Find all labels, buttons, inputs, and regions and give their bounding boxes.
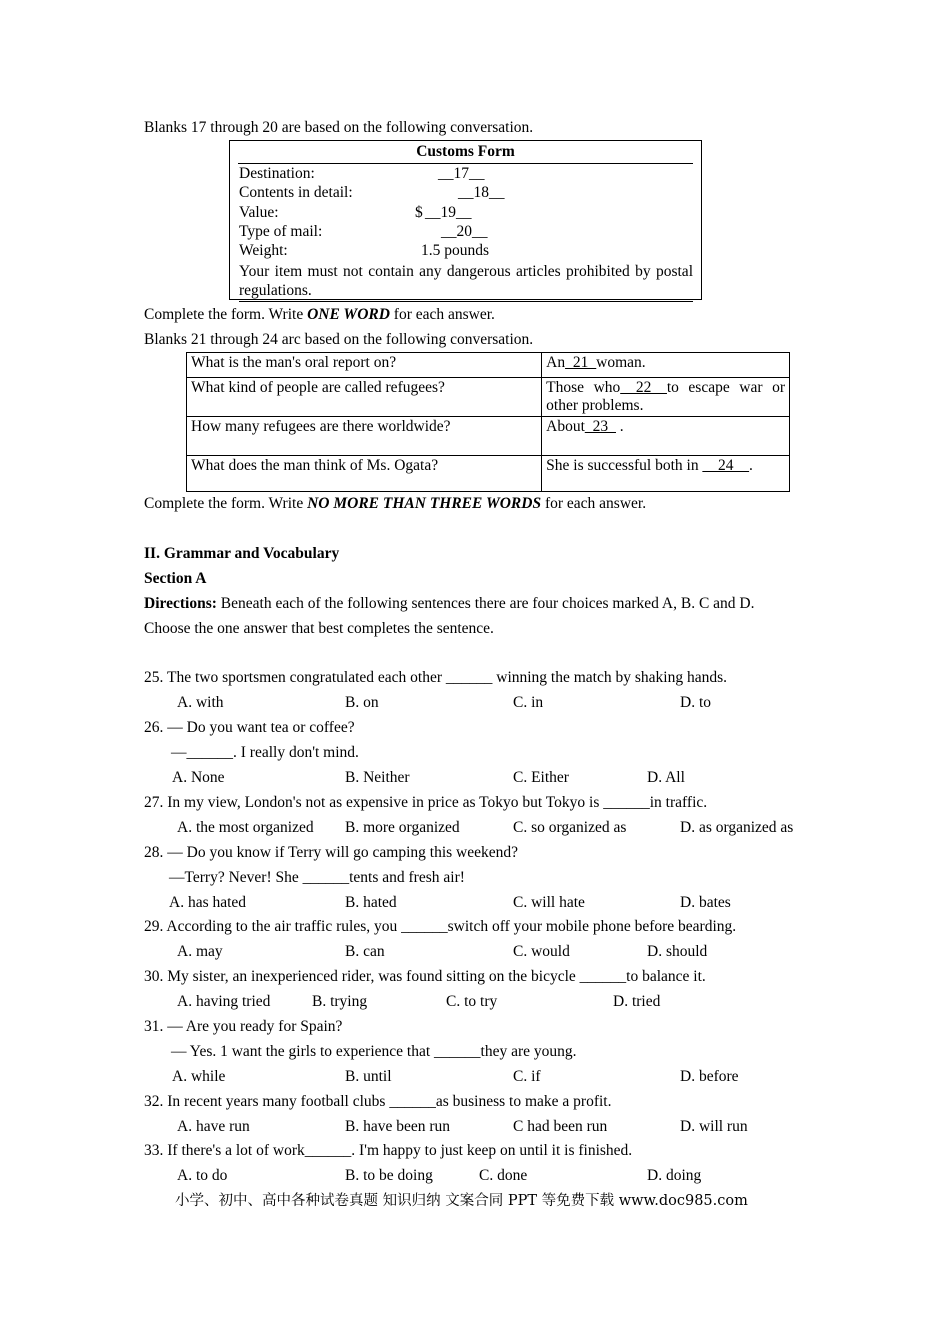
question-32: 32. In recent years many football clubs ______as business to make a profit. [144,1093,612,1110]
instruction-emphasis: NO MORE THAN THREE WORDS [307,495,542,512]
option: B. trying [312,993,368,1010]
footer-ad: 小学、初中、高中各种试卷真题 知识归纳 文案合同 PPT 等免费下载 www.doc985.com [175,1193,748,1209]
refugee-table [186,352,790,492]
instruction-three-words [144,495,646,513]
customs-note: Your item must not contain any dangerous articles prohibited by postal regulations. [239,262,693,302]
question-cell: What kind of people are called refugees? [187,378,542,417]
question-cell: What does the man think of Ms. Ogata? [187,456,542,492]
answer-cell [542,417,790,456]
option: B. hated [345,894,397,911]
question-31-line-2: — Yes. 1 want the girls to experience that ______they are young. [171,1043,577,1060]
destination-blank: __17__ [438,165,485,182]
directions-line-2: Choose the one answer that best completes the sentence. [144,620,494,637]
contents-blank: __18__ [458,184,505,201]
instruction-text: Complete the form. Write [144,306,308,323]
option: A. with [177,694,224,711]
question-25: 25. The two sportsmen congratulated each other ______ winning the match by shaking hands. [144,669,727,686]
option: A. have run [177,1118,250,1135]
option: A. has hated [169,894,247,911]
table-row [187,456,790,492]
option: D. as organized as [680,819,794,836]
customs-form-title: Customs Form [238,143,693,164]
section-a-heading: Section A [144,570,207,587]
option: B. until [345,1068,392,1085]
directions [144,595,754,613]
question-28-line-2: —Terry? Never! She ______tents and fresh air! [169,869,465,886]
option: A. None [172,769,225,786]
intro-17-20: Blanks 17 through 20 are based on the following conversation. [144,119,534,136]
customs-form [229,140,702,300]
option: C. to try [446,993,498,1010]
intro-21-24: Blanks 21 through 24 arc based on the following conversation. [144,331,534,348]
option: B. can [345,943,385,960]
value-currency: $ [415,204,423,221]
option: B. to be doing [345,1167,433,1184]
option: C. in [513,694,544,711]
question-26-line-2: —______. I really don't mind. [171,744,359,761]
section-heading: II. Grammar and Vocabulary [144,545,340,562]
answer-cell [542,378,790,417]
question-cell: What is the man's oral report on? [187,353,542,378]
mail-type-blank: __20__ [441,223,488,240]
table-row [187,378,790,417]
answer-text-end: to escape war or other problems. [546,379,785,414]
option: C. done [479,1167,528,1184]
answer-text: An [546,354,566,371]
option: A. to do [177,1167,228,1184]
answer-blank: __22__ [620,379,667,396]
option: A. the most organized [177,819,314,836]
directions-text: Beneath each of the following sentences there are four choices marked A, B. C and D. [216,595,755,612]
option: B. more organized [345,819,460,836]
destination-label: Destination: [239,165,315,182]
option: C. Either [513,769,569,786]
option: D. tried [613,993,661,1010]
answer-text: Those who [546,379,621,396]
question-30: 30. My sister, an inexperienced rider, was found sitting on the bicycle ______to balance it. [144,968,706,985]
question-33: 33. If there's a lot of work______. I'm happy to just keep on until it is finished. [144,1142,633,1159]
option: C. will hate [513,894,585,911]
option: C. so organized as [513,819,627,836]
answer-text: She is successful both in [546,457,703,474]
instruction-emphasis: ONE WORD [307,306,390,323]
mail-type-label: Type of mail: [239,223,323,240]
option: C. would [513,943,570,960]
option: D. doing [647,1167,702,1184]
instruction-text: Complete the form. Write [144,495,308,512]
answer-blank: _23_ [584,418,616,435]
weight-label: Weight: [239,242,288,259]
answer-text-end: . [615,418,624,435]
answer-blank: _21_ [565,354,597,371]
question-cell: How many refugees are there worldwide? [187,417,542,456]
instruction-text-end: for each answer. [389,306,495,323]
option: A. having tried [177,993,271,1010]
answer-text-end: . [748,457,753,474]
value-blank: __19__ [425,204,472,221]
answer-blank: __24__ [702,457,749,474]
answer-text-end: woman. [596,354,646,371]
instruction-one-word [144,306,495,324]
contents-label: Contents in detail: [239,184,353,201]
option: D. will run [680,1118,748,1135]
option: A. while [172,1068,226,1085]
question-31: 31. — Are you ready for Spain? [144,1018,343,1035]
instruction-text-end: for each answer. [541,495,647,512]
option: B. on [345,694,379,711]
option: C. if [513,1068,541,1085]
table-row [187,417,790,456]
question-28: 28. — Do you know if Terry will go camping this weekend? [144,844,519,861]
weight-value: 1.5 pounds [421,242,490,259]
directions-label: Directions: [144,595,217,612]
option: B. Neither [345,769,410,786]
option: A. may [177,943,223,960]
option: B. have been run [345,1118,451,1135]
option: D. bates [680,894,731,911]
question-27: 27. In my view, London's not as expensive in price as Tokyo but Tokyo is ______in traffic. [144,794,708,811]
table-row [187,353,790,378]
option: D. All [647,769,685,786]
option: D. should [647,943,708,960]
question-26: 26. — Do you want tea or coffee? [144,719,355,736]
value-label: Value: [239,204,279,221]
option: C had been run [513,1118,608,1135]
answer-text: About [546,418,585,435]
answer-cell [542,353,790,378]
question-29: 29. According to the air traffic rules, you ______switch off your mobile phone before bearding. [144,918,737,935]
option: D. to [680,694,711,711]
answer-cell [542,456,790,492]
option: D. before [680,1068,739,1085]
